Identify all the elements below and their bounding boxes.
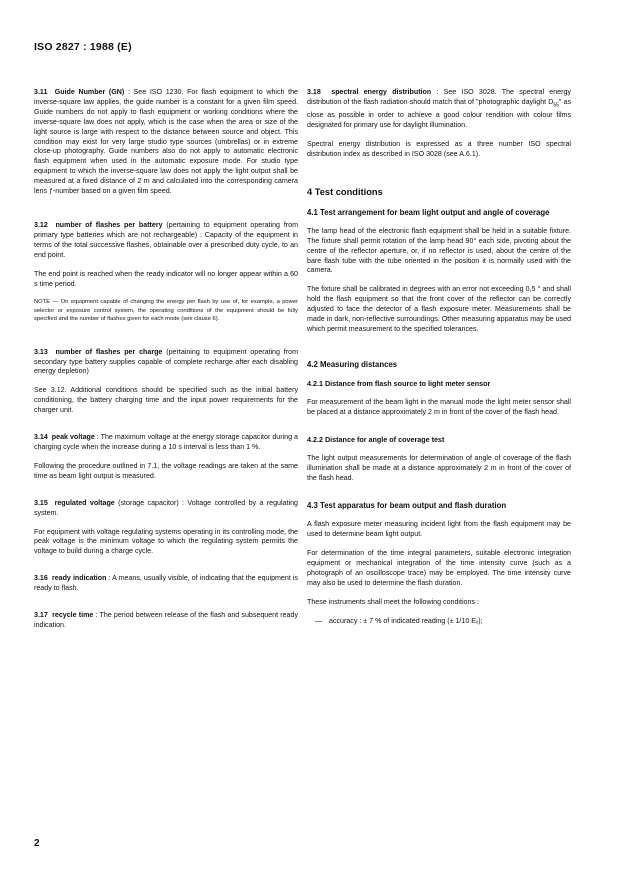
paragraph: For determination of the time integral parameters, suitable electronic integration equipment or mechanical integration of the time intensity curve (such as a photograph of an oscilloscope trace) may be employed. The time intensity curve may also be used to determine the flash duration. bbox=[307, 549, 571, 587]
list-item bbox=[307, 617, 571, 627]
clause-number: 3.18 bbox=[307, 88, 321, 96]
clause-number: 3.13 bbox=[34, 347, 48, 356]
section-heading: 4 Test conditions bbox=[307, 186, 383, 197]
clause-3-14-para: Following the procedure outlined in 7.1, the voltage readings are taken at the same time as beam light output is measured. bbox=[34, 461, 298, 480]
clause-term: regulated voltage bbox=[54, 498, 115, 507]
clause-3-13-para: See 3.12. Additional conditions should be specified such as the initial battery conditioning, the battery charging time and the input power requirements for the charger unit. bbox=[34, 386, 298, 415]
subsection-heading: 4.3 Test apparatus for beam output and flash duration bbox=[307, 501, 507, 511]
clause-3-12 bbox=[34, 221, 298, 261]
clause-term: ready indication bbox=[51, 574, 107, 583]
paragraph: These instruments shall meet the following conditions : bbox=[307, 597, 479, 606]
clause-term: number of flashes per battery bbox=[55, 220, 163, 229]
left-column bbox=[34, 88, 298, 631]
page-number: 2 bbox=[34, 838, 40, 849]
clause-text: " as close as possible in order to achieve a good colour rendition with colour films designated for primary use for daylight illumination. bbox=[307, 97, 571, 130]
clause-number: 3.17 bbox=[34, 611, 48, 620]
right-column bbox=[307, 88, 571, 627]
clause-number: 3.12 bbox=[34, 220, 48, 229]
clause-term: Guide Number (GN) bbox=[54, 88, 125, 96]
subscript: 55 bbox=[553, 102, 559, 109]
clause-text: : A means, usually visible, of indicating that the equipment is ready to flash. bbox=[34, 574, 298, 593]
list-item-text: accuracy : ± 7 % of indicated reading (± 1/10 Eᵥ); bbox=[329, 616, 483, 625]
document-header: ISO 2827 : 1988 (E) bbox=[34, 41, 132, 53]
clause-text: (storage capacitor) : Voltage controlled by a regulating system. bbox=[34, 498, 298, 517]
sub-subsection-heading: 4.2.1 Distance from flash source to light meter sensor bbox=[307, 378, 491, 388]
subsection-heading: 4.1 Test arrangement for beam light output and angle of coverage bbox=[307, 207, 550, 217]
clause-text: : The period between release of the flash and subsequent ready indication. bbox=[34, 611, 298, 629]
clause-3-12-para: The end point is reached when the ready indicator will no longer appear within a 60 s time period. bbox=[34, 269, 298, 288]
clause-3-18-para: Spectral energy distribution is expressed as a three number ISO spectral distribution index as described in ISO 3028 (see A.6.1). bbox=[307, 140, 571, 158]
clause-text: : The maximum voltage at the energy storage capacitor during a charging cycle when the increase during a 10 s interval is less than 1 %. bbox=[34, 433, 298, 451]
bullet-dash: — bbox=[315, 616, 323, 625]
clause-3-16 bbox=[34, 574, 298, 594]
clause-text: : See ISO 3028. The spectral energy distribution of the flash radiation should match that of "photographic daylight D bbox=[307, 88, 571, 106]
clause-3-14 bbox=[34, 433, 298, 453]
clause-3-18 bbox=[307, 88, 571, 131]
clause-term: spectral energy distribution bbox=[331, 88, 432, 96]
paragraph: The light output measurements for determination of angle of coverage of the flash illumination shall be made at a distance approximately 2 m in front of the cover of the flash head. bbox=[307, 453, 571, 482]
clause-term: recycle time bbox=[52, 611, 94, 620]
clause-3-13 bbox=[34, 348, 298, 378]
paragraph: The lamp head of the electronic flash equipment shall be held in a suitable fixture. The fixture shall permit rotation of the lamp head 90° each side, pivoting about the centre of the reflector aperture, or, if no reflector is used, about the centre of the bare flash tube with the tube oriented in the position it is normally used with the camera. bbox=[307, 226, 571, 275]
clause-text: (pertaining to equipment operating from primary type batteries which are not rechargeable) : Capacity of the equipment in terms of the total successive flashes, obtainable over a prescribed duty cycle, to an end point. bbox=[34, 220, 299, 259]
paragraph: For measurement of the beam light in the manual mode the light meter sensor shall be placed at a distance approximately 2 m in front of the cover of the flash head. bbox=[307, 397, 571, 416]
clause-term: number of flashes per charge bbox=[55, 347, 163, 356]
subsection-heading: 4.2 Measuring distances bbox=[307, 359, 398, 369]
clause-3-11 bbox=[34, 88, 298, 197]
sub-subsection-heading: 4.2.2 Distance for angle of coverage test bbox=[307, 434, 445, 444]
clause-3-15 bbox=[34, 499, 298, 519]
clause-number: 3.11 bbox=[34, 88, 48, 96]
paragraph: The fixture shall be calibrated in degrees with an error not exceeding 0,5 ° and shall hold the flash equipment so that the front cover of the reflector can be correctly adjusted to face the detector of a flash exposure meter. Measurements shall be made in dark, non-reflective surroundings. Other measuring apparatus may be used which permit measurement to the specified tolerances. bbox=[307, 285, 571, 333]
note: NOTE — On equipment capable of changing the energy per flash by use of, for example, a power selector or exposure control system, the operating conditions of the equipment should be fully specified and the number of flashes given for each mode (see clause 6). bbox=[34, 299, 298, 323]
clause-term: peak voltage bbox=[51, 433, 95, 442]
clause-3-17 bbox=[34, 611, 298, 631]
clause-text: (pertaining to equipment operating from secondary type battery supplies capable of complete recharge after each disabling energy depletion) bbox=[34, 347, 298, 376]
clause-text: : See ISO 1230. For flash equipment to which the inverse-square law applies, the guide number is a constant for a given film speed. Guide numbers do not apply to flash equipment or working conditions where the inverse-square law does not apply, which is the case when the area or size of the light source is large with respect to the distance between source and object. This condition may exist for very large studio type sources (umbrellas) or in extreme close-up photography. Guide numbers also do not apply to automatic electronic flash equipment when used in the automatic exposure mode. For studio type equipment to which the inverse-square law does not apply the light output shall be measured at a fixed distance of 2 m and calculated into the corresponding camera lens ƒ-number based on a given film speed. bbox=[34, 88, 298, 196]
clause-number: 3.15 bbox=[34, 498, 48, 507]
clause-number: 3.14 bbox=[34, 433, 48, 442]
clause-number: 3.16 bbox=[34, 574, 48, 583]
clause-3-15-para: For equipment with voltage regulating systems operating in its controlling mode, the peak voltage is the minimum voltage to which the regulating system permits the voltage to build during a charge cycle. bbox=[34, 527, 298, 556]
paragraph: A flash exposure meter measuring incident light from the flash equipment may be used to determine beam light output. bbox=[307, 520, 571, 539]
